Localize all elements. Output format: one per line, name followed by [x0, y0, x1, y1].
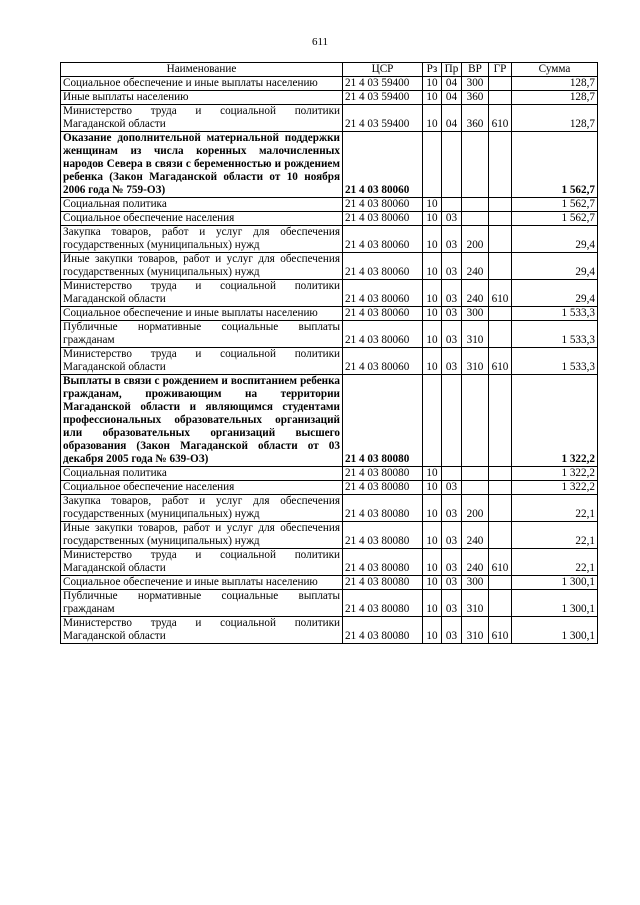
cell-pr: 03: [442, 522, 462, 549]
cell-name: Выплаты в связи с рождением и воспитанием ребенка гражданам, проживающим на территории Магаданской области и являющимся студентами профессиональных образовательных организаций или образовательных организаций высшего образования (Закон Магаданской области от 03 декабря 2005 года № 639-ОЗ): [61, 375, 343, 467]
cell-sum: 1 533,3: [512, 348, 598, 375]
cell-rz: 10: [423, 617, 442, 644]
cell-pr: 03: [442, 495, 462, 522]
header-csr: ЦСР: [343, 63, 423, 77]
table-row: [61, 481, 598, 495]
cell-sum: 29,4: [512, 226, 598, 253]
header-gr: ГР: [489, 63, 512, 77]
cell-rz: 10: [423, 495, 442, 522]
table-row: [61, 226, 598, 253]
cell-rz: 10: [423, 522, 442, 549]
cell-name: Министерство труда и социальной политики Магаданской области: [61, 105, 343, 132]
cell-name: Иные выплаты населению: [61, 91, 343, 105]
cell-gr: [489, 576, 512, 590]
table-row: [61, 617, 598, 644]
cell-gr: [489, 307, 512, 321]
cell-csr: 21 4 03 80060: [343, 348, 423, 375]
cell-csr: 21 4 03 80080: [343, 617, 423, 644]
budget-table: [60, 62, 598, 644]
cell-name: Публичные нормативные социальные выплаты гражданам: [61, 590, 343, 617]
table-row: [61, 590, 598, 617]
cell-name: Иные закупки товаров, работ и услуг для обеспечения государственных (муниципальных) нужд: [61, 253, 343, 280]
cell-pr: 03: [442, 226, 462, 253]
cell-csr: 21 4 03 80080: [343, 590, 423, 617]
cell-name: Министерство труда и социальной политики Магаданской области: [61, 549, 343, 576]
cell-pr: [442, 198, 462, 212]
cell-pr: 03: [442, 348, 462, 375]
cell-vr: 200: [462, 495, 489, 522]
cell-vr: 310: [462, 617, 489, 644]
cell-pr: 04: [442, 105, 462, 132]
cell-vr: 310: [462, 590, 489, 617]
cell-vr: 240: [462, 253, 489, 280]
cell-vr: 310: [462, 321, 489, 348]
cell-rz: 10: [423, 348, 442, 375]
cell-csr: 21 4 03 59400: [343, 77, 423, 91]
cell-gr: [489, 91, 512, 105]
cell-rz: 10: [423, 105, 442, 132]
cell-rz: 10: [423, 590, 442, 617]
cell-rz: 10: [423, 467, 442, 481]
cell-csr: 21 4 03 80060: [343, 198, 423, 212]
cell-rz: 10: [423, 226, 442, 253]
cell-gr: [489, 77, 512, 91]
cell-gr: 610: [489, 280, 512, 307]
cell-name: Иные закупки товаров, работ и услуг для обеспечения государственных (муниципальных) нужд: [61, 522, 343, 549]
cell-gr: [489, 375, 512, 467]
cell-gr: 610: [489, 549, 512, 576]
cell-vr: [462, 212, 489, 226]
table-header-row: [61, 63, 598, 77]
table-row: [61, 91, 598, 105]
cell-pr: [442, 132, 462, 198]
cell-rz: 10: [423, 91, 442, 105]
table-row: [61, 212, 598, 226]
cell-gr: 610: [489, 617, 512, 644]
cell-vr: 300: [462, 576, 489, 590]
cell-rz: [423, 375, 442, 467]
table-row: [61, 77, 598, 91]
cell-name: Социальное обеспечение и иные выплаты населению: [61, 576, 343, 590]
cell-csr: 21 4 03 80080: [343, 576, 423, 590]
cell-vr: 240: [462, 549, 489, 576]
cell-rz: [423, 132, 442, 198]
cell-sum: 1 533,3: [512, 321, 598, 348]
cell-rz: 10: [423, 253, 442, 280]
cell-csr: 21 4 03 80060: [343, 132, 423, 198]
cell-rz: 10: [423, 481, 442, 495]
cell-gr: [489, 522, 512, 549]
cell-name: Публичные нормативные социальные выплаты гражданам: [61, 321, 343, 348]
cell-sum: 22,1: [512, 495, 598, 522]
cell-pr: 03: [442, 280, 462, 307]
cell-pr: 03: [442, 481, 462, 495]
cell-gr: [489, 226, 512, 253]
cell-csr: 21 4 03 80080: [343, 549, 423, 576]
cell-pr: 03: [442, 253, 462, 280]
cell-gr: [489, 590, 512, 617]
table-row: [61, 253, 598, 280]
cell-csr: 21 4 03 80080: [343, 467, 423, 481]
cell-name: Оказание дополнительной материальной поддержки женщинам из числа коренных малочисленных народов Севера в связи с беременностью и рождением ребенка (Закон Магаданской области от 10 ноября 2006 года № 759-ОЗ): [61, 132, 343, 198]
cell-rz: 10: [423, 280, 442, 307]
cell-pr: 03: [442, 576, 462, 590]
table-row: [61, 321, 598, 348]
cell-pr: 03: [442, 321, 462, 348]
table-row: [61, 105, 598, 132]
cell-rz: 10: [423, 321, 442, 348]
cell-pr: 03: [442, 549, 462, 576]
cell-gr: [489, 253, 512, 280]
cell-gr: [489, 198, 512, 212]
cell-vr: [462, 132, 489, 198]
table-row: [61, 549, 598, 576]
cell-name: Социальное обеспечение населения: [61, 481, 343, 495]
cell-sum: 1 562,7: [512, 212, 598, 226]
cell-sum: 128,7: [512, 105, 598, 132]
cell-sum: 1 322,2: [512, 375, 598, 467]
cell-csr: 21 4 03 80060: [343, 253, 423, 280]
cell-sum: 22,1: [512, 522, 598, 549]
cell-sum: 128,7: [512, 91, 598, 105]
cell-name: Министерство труда и социальной политики Магаданской области: [61, 348, 343, 375]
cell-name: Закупка товаров, работ и услуг для обеспечения государственных (муниципальных) нужд: [61, 495, 343, 522]
header-vr: ВР: [462, 63, 489, 77]
cell-gr: [489, 467, 512, 481]
cell-rz: 10: [423, 576, 442, 590]
table-row: [61, 375, 598, 467]
cell-sum: 29,4: [512, 253, 598, 280]
cell-gr: [489, 132, 512, 198]
cell-sum: 1 300,1: [512, 576, 598, 590]
cell-name: Министерство труда и социальной политики Магаданской области: [61, 617, 343, 644]
cell-vr: 200: [462, 226, 489, 253]
header-sum: Сумма: [512, 63, 598, 77]
cell-gr: [489, 212, 512, 226]
cell-name: Социальное обеспечение и иные выплаты населению: [61, 307, 343, 321]
cell-csr: 21 4 03 80080: [343, 522, 423, 549]
cell-sum: 128,7: [512, 77, 598, 91]
cell-sum: 1 300,1: [512, 617, 598, 644]
cell-vr: 240: [462, 280, 489, 307]
cell-vr: 360: [462, 91, 489, 105]
cell-vr: 310: [462, 348, 489, 375]
table-row: [61, 132, 598, 198]
cell-name: Социальная политика: [61, 198, 343, 212]
cell-gr: [489, 321, 512, 348]
cell-pr: 03: [442, 617, 462, 644]
cell-name: Социальная политика: [61, 467, 343, 481]
cell-pr: 04: [442, 77, 462, 91]
cell-csr: 21 4 03 80060: [343, 212, 423, 226]
cell-csr: 21 4 03 80060: [343, 307, 423, 321]
cell-pr: 03: [442, 212, 462, 226]
table-row: [61, 307, 598, 321]
cell-vr: [462, 198, 489, 212]
cell-rz: 10: [423, 307, 442, 321]
cell-rz: 10: [423, 212, 442, 226]
cell-pr: 03: [442, 590, 462, 617]
cell-rz: 10: [423, 549, 442, 576]
cell-sum: 1 300,1: [512, 590, 598, 617]
cell-rz: 10: [423, 77, 442, 91]
cell-vr: [462, 467, 489, 481]
cell-gr: 610: [489, 105, 512, 132]
cell-csr: 21 4 03 80060: [343, 321, 423, 348]
table-row: [61, 467, 598, 481]
cell-name: Социальное обеспечение и иные выплаты населению: [61, 77, 343, 91]
cell-csr: 21 4 03 80080: [343, 375, 423, 467]
cell-gr: [489, 495, 512, 522]
cell-pr: [442, 467, 462, 481]
cell-csr: 21 4 03 80060: [343, 280, 423, 307]
cell-pr: [442, 375, 462, 467]
cell-name: Социальное обеспечение населения: [61, 212, 343, 226]
table-row: [61, 522, 598, 549]
cell-sum: 1 562,7: [512, 132, 598, 198]
cell-csr: 21 4 03 80080: [343, 481, 423, 495]
cell-vr: 300: [462, 307, 489, 321]
cell-sum: 1 322,2: [512, 481, 598, 495]
cell-sum: 1 562,7: [512, 198, 598, 212]
header-name: Наименование: [61, 63, 343, 77]
cell-csr: 21 4 03 59400: [343, 105, 423, 132]
cell-gr: [489, 481, 512, 495]
cell-name: Министерство труда и социальной политики Магаданской области: [61, 280, 343, 307]
cell-vr: 240: [462, 522, 489, 549]
cell-vr: 360: [462, 105, 489, 132]
table-row: [61, 280, 598, 307]
page-number: 611: [311, 36, 329, 48]
cell-vr: 300: [462, 77, 489, 91]
cell-csr: 21 4 03 80060: [343, 226, 423, 253]
cell-vr: [462, 481, 489, 495]
header-rz: Рз: [423, 63, 442, 77]
cell-sum: 22,1: [512, 549, 598, 576]
table-row: [61, 495, 598, 522]
cell-sum: 1 533,3: [512, 307, 598, 321]
cell-sum: 29,4: [512, 280, 598, 307]
cell-sum: 1 322,2: [512, 467, 598, 481]
table-row: [61, 198, 598, 212]
table-row: [61, 576, 598, 590]
cell-csr: 21 4 03 59400: [343, 91, 423, 105]
cell-gr: 610: [489, 348, 512, 375]
header-pr: Пр: [442, 63, 462, 77]
cell-pr: 04: [442, 91, 462, 105]
cell-vr: [462, 375, 489, 467]
cell-name: Закупка товаров, работ и услуг для обеспечения государственных (муниципальных) нужд: [61, 226, 343, 253]
cell-csr: 21 4 03 80080: [343, 495, 423, 522]
cell-pr: 03: [442, 307, 462, 321]
cell-rz: 10: [423, 198, 442, 212]
table-row: [61, 348, 598, 375]
